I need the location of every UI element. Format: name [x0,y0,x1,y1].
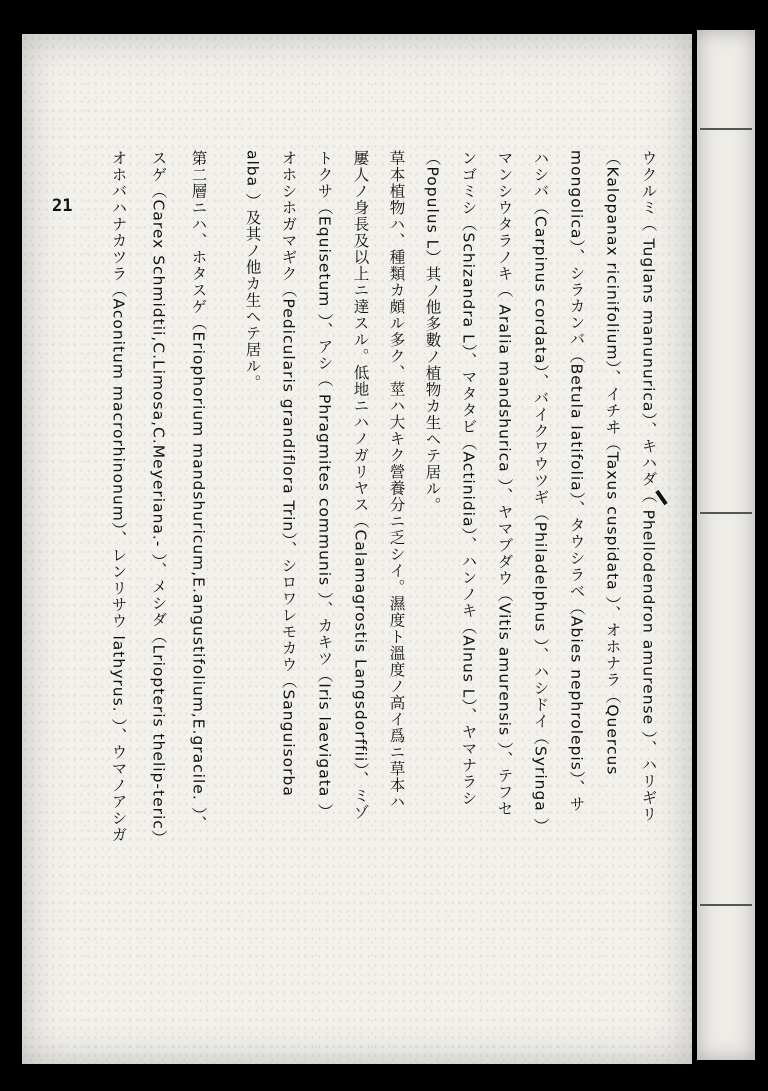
text-line-12: alba ）及其ノ他カ生ヘテ居ル。 [243,150,262,392]
text-line-6: ンゴミシ（Schizandra L）、マタタビ（Actinidia）、ハンノキ（Alnus L）、ヤマナラシ [459,150,478,807]
page-number: 21 [52,196,73,216]
text-line-1: ウクルミ（ Tuglans manunurica）、キハダ（ Phellodendron amurense ）、ハリギリ [639,150,658,823]
text-line-9: 屢人ノ身長及以上ニ達スル。低地ニハノガリヤス（Calamagrostis Langsdorffii）、ミゾ [351,150,370,821]
text-line-11: オホシホガマギク（Pedicularis grandiflora Trin）、シロワレモカウ（Sanguisorba [279,150,298,797]
text-line-13: 第二層ニハ、ホタスゲ（Eriophorium mandshuricum,E.angustifolium,E.gracile. ）、 [189,150,208,832]
text-line-7: （Populus L）其ノ他多數ノ植物カ生ヘテ居ル。 [423,150,442,514]
text-line-15: オホバハナカツラ（Aconitum macrorhinonum）、レンリサウ lathyrus. ）、ウマノアシガ [109,150,128,843]
text-line-14: スゲ（Carex Schmidtii,C.Limosa,C.Meyeriana.- ）、メシダ（Lriopteris thelip-teric） [149,150,168,847]
text-line-2: （Kalopanax ricinifolium）、イチヰ（Taxus cuspidata ）、オホナラ（Quercus [603,150,622,776]
text-line-4: ハシバ（Carpinus cordata）、バイクワウツギ（Philadelphus ）、ハシドイ（Syringa ） [531,150,550,835]
strip-rule [700,904,752,906]
strip-rule [700,128,752,130]
text-line-5: マンシウタラノキ（ Aralia mandshurica ）、ヤマブダウ（Vitis amurensis ）、テフセ [495,150,514,817]
strip-rule [700,512,752,514]
text-line-10: トクサ（Equisetum ）、アシ（ Phragmites communis ）、カキツ（Iris laevigata ） [315,150,334,820]
text-line-8: 草本植物ハ、種類カ頗ル多ク、莖ハ大キク營養分ニ乏シイ。濕度ト溫度ノ高イ爲ニ草本ハ [387,150,406,810]
text-line-3: mongolica）、シラカンバ（Betula latifolia）、タウシラベ（Abies nephrolepis）、サ [567,150,586,813]
